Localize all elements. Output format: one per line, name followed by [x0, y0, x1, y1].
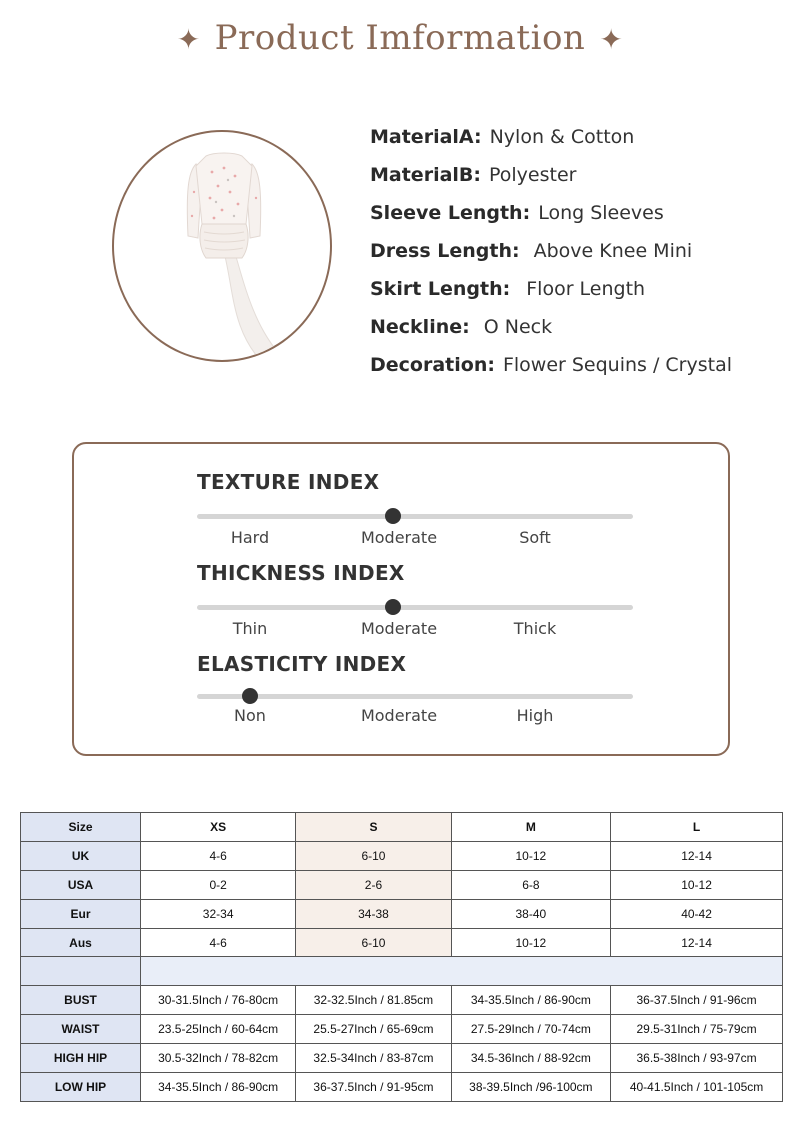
index-track	[197, 514, 633, 519]
row-header: UK	[21, 841, 141, 870]
product-photo	[112, 130, 332, 362]
detail-key: Neckline:	[370, 316, 470, 338]
table-spacer-row	[21, 957, 783, 986]
scale-label-high: Thick	[513, 619, 557, 638]
table-cell: 30.5-32Inch / 78-82cm	[141, 1044, 296, 1073]
spacer-cell	[21, 957, 141, 986]
product-details	[370, 122, 790, 388]
table-cell: 29.5-31Inch / 75-79cm	[611, 1015, 783, 1044]
thickness-index	[197, 561, 633, 651]
detail-key: MaterialB:	[370, 164, 481, 186]
index-track	[197, 605, 633, 610]
table-cell: 6-10	[296, 928, 451, 957]
index-title: TEXTURE INDEX	[197, 470, 380, 494]
scale-label-low: Hard	[230, 528, 270, 547]
detail-row-decoration	[370, 350, 790, 388]
fabric-index-card	[72, 442, 730, 756]
detail-key: MaterialA:	[370, 126, 482, 148]
scale-label-mid: Moderate	[360, 528, 438, 547]
row-header: HIGH HIP	[21, 1044, 141, 1073]
table-cell: 34-38	[296, 899, 451, 928]
row-header: USA	[21, 870, 141, 899]
index-knob	[385, 599, 401, 615]
dress-illustration	[114, 132, 332, 362]
table-row	[21, 1015, 783, 1044]
table-cell: 2-6	[296, 870, 451, 899]
table-cell: 4-6	[141, 841, 296, 870]
detail-key: Skirt Length:	[370, 278, 511, 300]
row-header: Aus	[21, 928, 141, 957]
table-header-row	[21, 813, 783, 842]
table-cell: 34.5-36Inch / 88-92cm	[451, 1044, 610, 1073]
table-cell: 6-8	[451, 870, 610, 899]
spacer-cell	[141, 957, 783, 986]
table-row	[21, 986, 783, 1015]
table-cell: 40-42	[611, 899, 783, 928]
row-header: Eur	[21, 899, 141, 928]
texture-index	[197, 470, 633, 560]
table-row	[21, 870, 783, 899]
header-cell: XS	[141, 813, 296, 842]
index-track	[197, 694, 633, 699]
detail-value: Above Knee Mini	[533, 240, 693, 262]
table-cell: 36-37.5Inch / 91-96cm	[611, 986, 783, 1015]
table-cell: 10-12	[451, 841, 610, 870]
table-cell: 40-41.5Inch / 101-105cm	[611, 1073, 783, 1102]
table-row	[21, 1044, 783, 1073]
table-cell: 23.5-25Inch / 60-64cm	[141, 1015, 296, 1044]
table-cell: 38-39.5Inch /96-100cm	[451, 1073, 610, 1102]
table-row	[21, 899, 783, 928]
table-cell: 6-10	[296, 841, 451, 870]
size-chart-table	[20, 812, 783, 1102]
table-cell: 25.5-27Inch / 65-69cm	[296, 1015, 451, 1044]
header-cell: L	[611, 813, 783, 842]
scale-label-low: Thin	[232, 619, 268, 638]
index-knob	[385, 508, 401, 524]
row-header: WAIST	[21, 1015, 141, 1044]
detail-row-sleeve-length	[370, 198, 790, 236]
index-title: ELASTICITY INDEX	[197, 652, 407, 676]
scale-label-mid: Moderate	[360, 706, 438, 725]
detail-row-material-b	[370, 160, 790, 198]
index-title: THICKNESS INDEX	[197, 561, 405, 585]
detail-row-material-a	[370, 122, 790, 160]
header-cell: M	[451, 813, 610, 842]
sparkle-icon: ✦	[599, 23, 624, 56]
table-cell: 36.5-38Inch / 93-97cm	[611, 1044, 783, 1073]
detail-value: Flower Sequins / Crystal	[502, 354, 733, 376]
detail-value: Floor Length	[526, 278, 646, 300]
detail-value: Long Sleeves	[538, 202, 664, 224]
header-cell: S	[296, 813, 451, 842]
table-cell: 10-12	[451, 928, 610, 957]
detail-key: Decoration:	[370, 354, 495, 376]
table-cell: 12-14	[611, 928, 783, 957]
table-row	[21, 1073, 783, 1102]
table-cell: 30-31.5Inch / 76-80cm	[141, 986, 296, 1015]
table-cell: 4-6	[141, 928, 296, 957]
table-cell: 12-14	[611, 841, 783, 870]
detail-key: Sleeve Length:	[370, 202, 531, 224]
elasticity-index	[197, 652, 633, 742]
table-cell: 34-35.5Inch / 86-90cm	[141, 1073, 296, 1102]
table-cell: 34-35.5Inch / 86-90cm	[451, 986, 610, 1015]
detail-value: O Neck	[483, 316, 553, 338]
table-cell: 32.5-34Inch / 83-87cm	[296, 1044, 451, 1073]
sparkle-icon: ✦	[176, 23, 201, 56]
detail-value: Polyester	[489, 164, 577, 186]
row-header: BUST	[21, 986, 141, 1015]
page-title-text: Product Imformation	[214, 18, 586, 58]
header-cell: Size	[21, 813, 141, 842]
scale-label-low: Non	[234, 706, 266, 725]
table-cell: 36-37.5Inch / 91-95cm	[296, 1073, 451, 1102]
table-row	[21, 928, 783, 957]
table-cell: 0-2	[141, 870, 296, 899]
page-title	[0, 18, 800, 58]
index-knob	[242, 688, 258, 704]
table-cell: 38-40	[451, 899, 610, 928]
scale-label-high: High	[516, 706, 554, 725]
table-cell: 32-34	[141, 899, 296, 928]
scale-label-mid: Moderate	[360, 619, 438, 638]
row-header: LOW HIP	[21, 1073, 141, 1102]
detail-row-dress-length	[370, 236, 790, 274]
detail-key: Dress Length:	[370, 240, 520, 262]
scale-label-high: Soft	[519, 528, 551, 547]
detail-row-neckline	[370, 312, 790, 350]
table-cell: 10-12	[611, 870, 783, 899]
table-cell: 32-32.5Inch / 81.85cm	[296, 986, 451, 1015]
detail-value: Nylon & Cotton	[489, 126, 635, 148]
table-cell: 27.5-29Inch / 70-74cm	[451, 1015, 610, 1044]
table-row	[21, 841, 783, 870]
detail-row-skirt-length	[370, 274, 790, 312]
